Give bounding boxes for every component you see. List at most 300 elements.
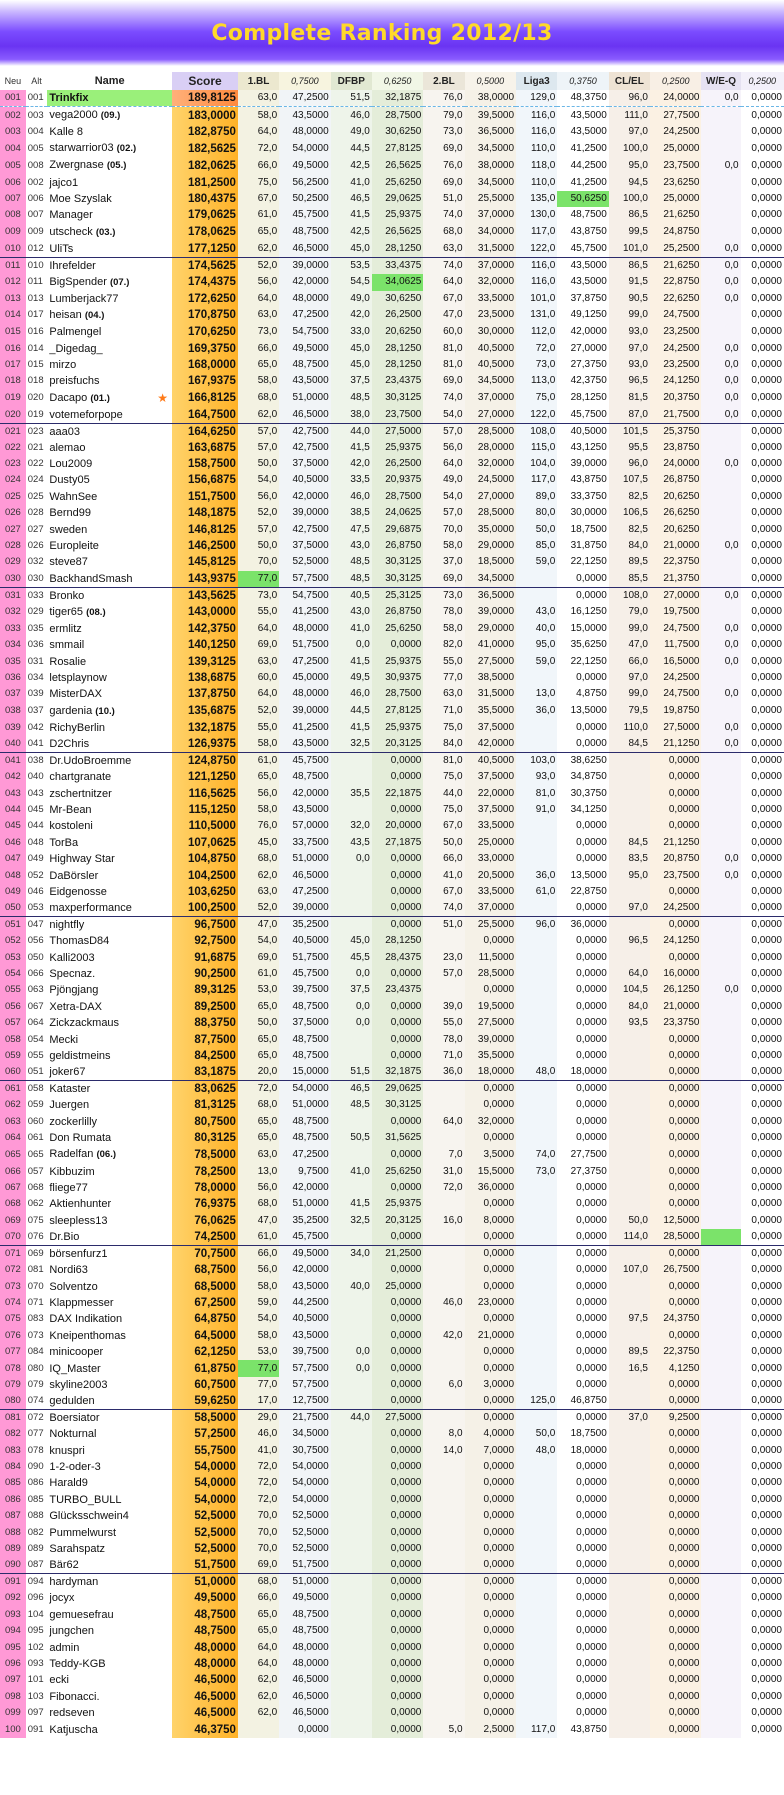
weighted-value: 26,1250 [650, 982, 702, 998]
raw-value: 41,5 [331, 207, 372, 223]
weighted-value: 33,5000 [465, 291, 517, 307]
table-row [0, 191, 784, 207]
rank-new: 001 [0, 90, 26, 107]
weighted-value: 0,0000 [650, 1705, 702, 1721]
raw-value [516, 1245, 557, 1262]
raw-value: 65,0 [238, 1607, 279, 1623]
raw-value: 64,0 [423, 274, 464, 291]
rank-new: 056 [0, 999, 26, 1015]
raw-value: 61,0 [238, 1229, 279, 1246]
raw-value: 111,0 [609, 107, 650, 125]
raw-value: 70,0 [238, 1541, 279, 1557]
player-name [47, 1097, 172, 1113]
score-value: 46,3750 [172, 1721, 238, 1737]
weighted-value: 0,0000 [557, 950, 609, 966]
player-name-text: gemuesefrau [49, 1608, 114, 1621]
raw-value [516, 1623, 557, 1639]
weighted-value: 47,2500 [279, 307, 331, 324]
weighted-value: 0,0000 [741, 670, 784, 686]
player-name-text: nightfly [49, 919, 85, 932]
player-name-text: TURBO_BULL [49, 1493, 122, 1506]
weighted-value: 32,0000 [465, 274, 517, 291]
weighted-value: 0,0000 [372, 966, 424, 982]
raw-value [701, 604, 740, 621]
weighted-value: 43,5000 [279, 373, 331, 389]
table-row [0, 207, 784, 223]
rank-old: 087 [27, 1559, 44, 1571]
raw-value: 71,0 [423, 1048, 464, 1064]
raw-value: 64,0 [238, 686, 279, 702]
player-name-text: IQ_Master [49, 1362, 101, 1375]
raw-value: 0,0 [701, 257, 740, 274]
weighted-value: 18,0000 [557, 1442, 609, 1458]
raw-value: 50,0 [238, 538, 279, 554]
weighted-value: 51,0000 [279, 851, 331, 867]
player-name-text: jungchen [49, 1625, 95, 1638]
weighted-value: 0,0000 [741, 1557, 784, 1574]
raw-value: 110,0 [516, 174, 557, 190]
rank-new: 084 [0, 1459, 26, 1475]
weighted-value: 41,2500 [557, 140, 609, 157]
raw-value: 84,0 [609, 999, 650, 1015]
player-name [47, 1475, 172, 1491]
raw-value: 75,0 [516, 390, 557, 407]
player-name-text: Fibonacci. [49, 1690, 100, 1703]
raw-value [701, 785, 740, 801]
table-row [0, 1607, 784, 1623]
raw-value: 94,5 [609, 174, 650, 190]
weighted-value: 34,5000 [465, 373, 517, 389]
raw-value [423, 1410, 464, 1427]
weighted-value: 25,9375 [372, 653, 424, 669]
raw-value: 74,0 [423, 900, 464, 917]
raw-value [516, 720, 557, 736]
player-name [47, 950, 172, 966]
player-name-text: zockerlilly [49, 1115, 98, 1128]
rank-new: 004 [0, 140, 26, 157]
weighted-value: 29,0000 [465, 538, 517, 554]
rank-old: 023 [26, 423, 48, 440]
rank-old: 082 [27, 1526, 44, 1538]
weighted-value: 0,0000 [741, 736, 784, 753]
raw-value: 40,0 [516, 621, 557, 637]
raw-value: 101,0 [609, 241, 650, 258]
raw-value [701, 1574, 740, 1591]
raw-value: 74,0 [423, 207, 464, 223]
weighted-value: 21,7500 [279, 1410, 331, 1427]
raw-value: 115,0 [516, 440, 557, 456]
raw-value [701, 107, 740, 125]
weighted-value: 3,0000 [465, 1377, 517, 1393]
raw-value [701, 174, 740, 190]
player-name-text: hardyman [49, 1576, 99, 1589]
table-row [0, 140, 784, 157]
rank-new: 099 [0, 1705, 26, 1721]
weighted-value: 2,5000 [465, 1721, 517, 1737]
rank-old: 067 [27, 1000, 44, 1012]
weighted-value: 0,0000 [741, 241, 784, 258]
player-name-text: D2Chris [49, 737, 90, 750]
raw-value [701, 1048, 740, 1064]
raw-value: 0,0 [701, 340, 740, 356]
rank-new: 087 [0, 1508, 26, 1524]
weighted-value: 0,0000 [372, 769, 424, 785]
weighted-value: 25,9375 [372, 440, 424, 456]
raw-value [423, 1311, 464, 1327]
weighted-value: 0,0000 [465, 1541, 517, 1557]
rank-new: 052 [0, 933, 26, 949]
rank-old: 075 [27, 1214, 44, 1226]
raw-value: 62,0 [238, 1672, 279, 1688]
weighted-value: 42,0000 [279, 1180, 331, 1196]
player-name-text: tiger65 [49, 605, 84, 618]
rank-new: 016 [0, 340, 26, 356]
raw-value: 82,5 [609, 521, 650, 537]
weighted-value: 0,0000 [741, 1229, 784, 1246]
raw-value: 44,0 [423, 785, 464, 801]
weighted-value: 51,7500 [279, 1557, 331, 1574]
rank-new: 090 [0, 1557, 26, 1574]
rank-new: 054 [0, 966, 26, 982]
weighted-value: 0,0000 [372, 1328, 424, 1344]
weighted-value: 39,7500 [279, 982, 331, 998]
raw-value: 36,0 [423, 1064, 464, 1081]
weighted-value: 30,6250 [372, 291, 424, 307]
raw-value: 41,0 [238, 1442, 279, 1458]
weighted-value: 0,0000 [650, 1623, 702, 1639]
weighted-value: 39,7500 [279, 1344, 331, 1360]
weighted-value: 42,7500 [279, 423, 331, 440]
rank-old: 069 [26, 1245, 48, 1262]
weighted-value: 25,9375 [372, 1196, 424, 1212]
rank-new: 043 [0, 785, 26, 801]
weighted-value: 42,3750 [557, 373, 609, 389]
raw-value [331, 769, 372, 785]
weighted-value: 49,5000 [279, 1590, 331, 1606]
player-name [47, 1213, 172, 1229]
weighted-value: 37,5000 [279, 456, 331, 472]
raw-value: 0,0 [701, 686, 740, 702]
weighted-value: 23,7500 [372, 407, 424, 424]
raw-value: 77,0 [238, 1360, 279, 1376]
rank-old: 024 [27, 474, 44, 486]
table-row [0, 241, 784, 258]
raw-value: 58,0 [423, 538, 464, 554]
raw-value [701, 1377, 740, 1393]
player-name [47, 1426, 172, 1442]
weighted-value: 43,5000 [557, 274, 609, 291]
player-name-text: utscheck [49, 225, 93, 238]
weighted-value: 0,0000 [372, 1311, 424, 1327]
player-name [47, 1163, 172, 1179]
raw-value: 31,0 [423, 1163, 464, 1179]
weighted-value: 0,0000 [650, 1574, 702, 1591]
raw-value: 65,0 [238, 999, 279, 1015]
table-row [0, 174, 784, 190]
weighted-value: 21,1250 [650, 835, 702, 851]
weighted-value: 21,7500 [650, 407, 702, 424]
weighted-value: 0,0000 [741, 1146, 784, 1163]
raw-value: 0,0 [701, 621, 740, 637]
weighted-value: 0,0000 [650, 1031, 702, 1047]
weighted-value: 26,5625 [372, 224, 424, 241]
player-name-text: Bronko [49, 589, 85, 602]
weighted-value: 19,7500 [650, 604, 702, 621]
player-name-text: votemeforpope [49, 408, 123, 421]
raw-value: 62,0 [238, 1689, 279, 1705]
player-name [47, 621, 172, 637]
player-name-text: WahnSee [49, 490, 98, 503]
player-name [47, 1541, 172, 1557]
rank-new: 047 [0, 851, 26, 867]
rank-old: 091 [27, 1723, 44, 1735]
score-value: 163,6875 [172, 440, 238, 456]
weighted-value: 0,0000 [741, 1114, 784, 1130]
raw-value: 46,0 [238, 1426, 279, 1442]
raw-value: 0,0 [331, 966, 372, 982]
raw-value: 42,5 [331, 157, 372, 174]
raw-value [609, 1163, 650, 1179]
player-name-text: Eidgenosse [49, 885, 107, 898]
raw-value: 45,0 [331, 357, 372, 373]
weighted-value: 46,5000 [279, 407, 331, 424]
raw-value [331, 900, 372, 917]
raw-value: 0,0 [331, 851, 372, 867]
rank-new: 012 [0, 274, 26, 291]
score-value: 74,2500 [172, 1229, 238, 1246]
score-value: 182,0625 [172, 157, 238, 174]
rank-old: 043 [27, 787, 44, 799]
page-title: Complete Ranking 2012/13 [211, 20, 553, 46]
weighted-value: 0,0000 [465, 1492, 517, 1508]
raw-value [609, 1656, 650, 1672]
prior-rank-badge: (02.) [116, 143, 137, 155]
raw-value: 53,5 [331, 257, 372, 274]
raw-value [516, 851, 557, 867]
raw-value [609, 1130, 650, 1146]
rank-new: 040 [0, 736, 26, 753]
weighted-value: 0,0000 [650, 1524, 702, 1540]
weighted-value: 0,0000 [741, 1705, 784, 1721]
raw-value: 63,0 [423, 686, 464, 702]
header-row [0, 72, 784, 90]
table-row [0, 604, 784, 621]
weighted-value: 28,1250 [372, 241, 424, 258]
weighted-value: 37,0000 [465, 257, 517, 274]
weighted-value: 24,3750 [650, 1311, 702, 1327]
score-value: 156,6875 [172, 472, 238, 488]
raw-value [516, 1180, 557, 1196]
weighted-value: 21,1250 [650, 736, 702, 753]
player-name [47, 1393, 172, 1410]
raw-value [701, 521, 740, 537]
score-value: 64,5000 [172, 1328, 238, 1344]
raw-value: 55,0 [423, 1015, 464, 1031]
player-name-text: minicooper [49, 1346, 104, 1359]
weighted-value: 0,0000 [557, 1311, 609, 1327]
weighted-value: 18,7500 [557, 521, 609, 537]
table-row [0, 1393, 784, 1410]
table-row [0, 1623, 784, 1639]
rank-old: 007 [27, 209, 44, 221]
raw-value [331, 1442, 372, 1458]
player-name [47, 373, 172, 389]
weighted-value: 0,0000 [557, 1524, 609, 1540]
weighted-value: 0,0000 [372, 884, 424, 900]
rank-new: 086 [0, 1492, 26, 1508]
raw-value [331, 802, 372, 818]
weighted-value: 39,0000 [465, 1031, 517, 1047]
player-name [47, 472, 172, 488]
weighted-value: 4,0000 [465, 1426, 517, 1442]
raw-value: 70,0 [238, 1524, 279, 1540]
player-name-text: chartgranate [49, 771, 112, 784]
raw-value: 55,0 [238, 604, 279, 621]
weighted-value: 32,0000 [465, 1114, 517, 1130]
weighted-value: 0,0000 [465, 1229, 517, 1246]
star-icon: ★ [157, 390, 169, 405]
weighted-value: 42,7500 [279, 440, 331, 456]
score-value: 46,5000 [172, 1705, 238, 1721]
rank-new: 019 [0, 390, 26, 407]
raw-value: 64,0 [238, 621, 279, 637]
prior-rank-badge: (01.) [90, 392, 110, 404]
weighted-value: 39,0000 [279, 900, 331, 917]
player-name [47, 720, 172, 736]
rank-new: 034 [0, 637, 26, 653]
rank-new: 072 [0, 1262, 26, 1278]
raw-value [701, 1705, 740, 1721]
raw-value [516, 1705, 557, 1721]
table-row [0, 1130, 784, 1146]
score-value: 189,8125 [172, 90, 238, 107]
raw-value [331, 1114, 372, 1130]
raw-value [609, 1541, 650, 1557]
weighted-value: 24,2500 [650, 124, 702, 140]
raw-value: 47,5 [331, 521, 372, 537]
weighted-value: 25,0000 [465, 835, 517, 851]
raw-value: 47,0 [238, 1213, 279, 1229]
player-name [47, 752, 172, 769]
raw-value: 75,0 [423, 720, 464, 736]
rank-new: 065 [0, 1146, 26, 1163]
weighted-value: 0,0000 [372, 1557, 424, 1574]
rank-new: 033 [0, 621, 26, 637]
weighted-value: 0,0000 [741, 1344, 784, 1360]
weighted-value: 0,0000 [650, 752, 702, 769]
player-name [47, 440, 172, 456]
weighted-value: 22,3750 [650, 1344, 702, 1360]
raw-value [701, 1623, 740, 1639]
rank-new: 057 [0, 1015, 26, 1031]
table-row [0, 90, 784, 107]
weighted-value: 0,0000 [557, 1410, 609, 1427]
weighted-value: 39,0000 [557, 456, 609, 472]
weighted-value: 34,0000 [465, 224, 517, 241]
weighted-value: 23,7500 [650, 157, 702, 174]
weighted-value: 0,0000 [741, 802, 784, 818]
score-value: 49,5000 [172, 1590, 238, 1606]
raw-value: 72,0 [238, 140, 279, 157]
weighted-value: 25,6250 [372, 174, 424, 190]
rank-new: 018 [0, 373, 26, 389]
raw-value: 81,0 [423, 752, 464, 769]
weighted-value: 0,0000 [741, 307, 784, 324]
weighted-value: 0,0000 [372, 1656, 424, 1672]
raw-value: 48,5 [331, 571, 372, 588]
table-row [0, 1328, 784, 1344]
weighted-value: 37,0000 [465, 207, 517, 223]
weighted-value: 0,0000 [465, 1623, 517, 1639]
raw-value: 51,5 [331, 1064, 372, 1081]
raw-value [701, 1031, 740, 1047]
player-name [47, 107, 172, 125]
score-value: 116,5625 [172, 785, 238, 801]
raw-value: 56,0 [238, 1180, 279, 1196]
raw-value [609, 950, 650, 966]
raw-value [701, 1541, 740, 1557]
raw-value: 95,0 [609, 867, 650, 883]
raw-value [701, 1262, 740, 1278]
raw-value: 72,0 [238, 1475, 279, 1491]
raw-value: 116,0 [516, 107, 557, 125]
player-name-text: 1-2-oder-3 [49, 1461, 101, 1474]
player-name-text: Zwergnase [49, 159, 104, 172]
rank-new: 082 [0, 1426, 26, 1442]
raw-value [609, 1475, 650, 1491]
player-name-text: ecki [49, 1674, 69, 1687]
weighted-value: 0,0000 [741, 1459, 784, 1475]
rank-old: 063 [27, 984, 44, 996]
weighted-value: 0,0000 [557, 1097, 609, 1113]
raw-value [331, 1048, 372, 1064]
weighted-value: 20,0000 [372, 818, 424, 834]
weighted-value: 9,7500 [279, 1163, 331, 1179]
raw-value: 73,0 [423, 124, 464, 140]
weighted-value: 0,0000 [650, 1393, 702, 1410]
weighted-value: 51,0000 [279, 1574, 331, 1591]
raw-value [701, 835, 740, 851]
raw-value: 97,0 [609, 670, 650, 686]
player-name-text: smmail [49, 639, 85, 652]
weighted-value: 0,0000 [650, 1492, 702, 1508]
weighted-value: 0,0000 [741, 174, 784, 190]
table-row [0, 224, 784, 241]
table-row [0, 802, 784, 818]
player-name-text: Pummelwurst [49, 1526, 116, 1539]
raw-value: 65,0 [238, 1031, 279, 1047]
player-name-text: zschertnitzer [49, 787, 112, 800]
weighted-value: 0,0000 [650, 1656, 702, 1672]
raw-value [423, 1245, 464, 1262]
weighted-value: 0,0000 [741, 1360, 784, 1376]
score-value: 179,0625 [172, 207, 238, 223]
weighted-value: 0,0000 [741, 340, 784, 356]
player-name [47, 1229, 172, 1246]
player-name-text: jajco1 [49, 176, 79, 189]
raw-value: 67,0 [423, 291, 464, 307]
raw-value [701, 1524, 740, 1540]
weighted-value: 27,0000 [557, 340, 609, 356]
weighted-value: 49,5000 [279, 157, 331, 174]
player-name-text: mirzo [49, 358, 77, 371]
weighted-value: 0,0000 [741, 1377, 784, 1393]
weighted-value: 16,5000 [650, 653, 702, 669]
raw-value: 71,0 [423, 703, 464, 720]
player-name-text: Moe Szyslak [49, 192, 112, 205]
raw-value [516, 999, 557, 1015]
raw-value [701, 1672, 740, 1688]
